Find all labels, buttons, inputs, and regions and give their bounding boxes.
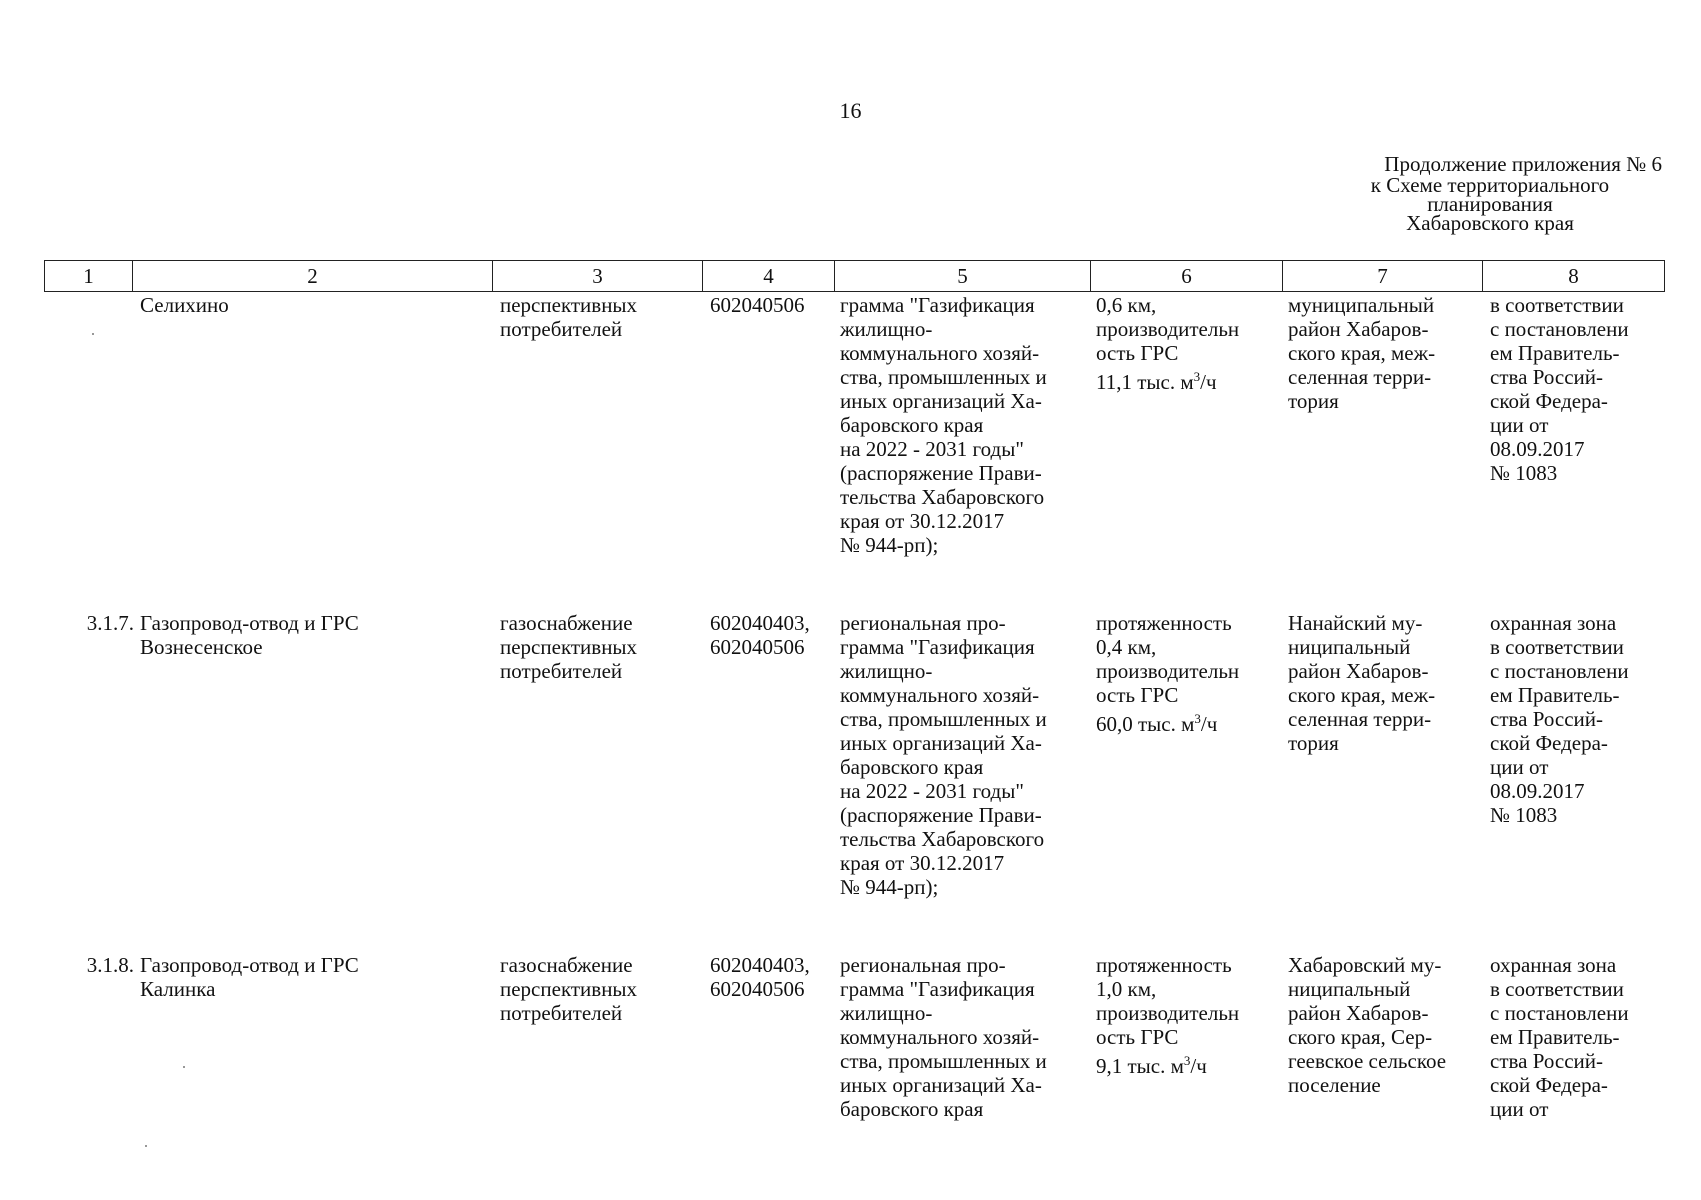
specs-superscript: 3 [1193, 369, 1201, 384]
object-name: Газопровод-отвод и ГРС Вознесенское [140, 611, 359, 659]
object-purpose: перспективных потребителей [500, 293, 638, 341]
specs-unit: /ч [1200, 370, 1217, 394]
object-specs [1096, 953, 1286, 1078]
program-reference: грамма "Газификация жилищно- коммунального хозяй- ства, промышленных и иных организаций Ха- баровского края на 2022 - 2031 годы" (распоряжение Прави- тельства Хабаровского края от 30.12.2017 № 944-рп); [840, 293, 1047, 557]
specs-unit: /ч [1190, 1054, 1207, 1078]
protection-zone: в соответствии с постановлени ем Правитель- ства Россий- ской Федера- ции от 08.09.2017 № 1083 [1490, 293, 1629, 485]
object-specs [1096, 293, 1286, 394]
column-number-4: 4 [703, 261, 835, 292]
column-number-5: 5 [835, 261, 1091, 292]
object-codes: 602040403, 602040506 [710, 953, 810, 1001]
object-codes: 602040506 [710, 293, 805, 317]
specs-superscript: 3 [1194, 711, 1201, 726]
specs-value: 9,1 тыс. м [1096, 1054, 1184, 1078]
object-name: Селихино [140, 293, 229, 317]
protection-zone: охранная зона в соответствии с постановлени ем Правитель- ства Россий- ской Федера- ции от 08.09.2017 № 1083 [1490, 611, 1629, 827]
protection-zone: охранная зона в соответствии с постановлени ем Правитель- ства Россий- ской Федера- ции от [1490, 953, 1629, 1121]
object-location: Хабаровский му- ниципальный район Хабаров- ского края, Сер- геевское сельское поселение [1288, 953, 1447, 1097]
appendix-line-3: планирования [1427, 192, 1553, 216]
object-specs [1096, 611, 1286, 736]
specs-superscript: 3 [1183, 1053, 1191, 1068]
column-number-3: 3 [493, 261, 703, 292]
row-number: 3.1.8. [86, 953, 134, 977]
specs-text: протяженность 1,0 км, производительн ость ГРС [1096, 953, 1240, 1049]
specs-value: 11,1 тыс. м [1096, 370, 1194, 394]
column-number-8: 8 [1483, 261, 1665, 292]
appendix-caption [1270, 153, 1701, 233]
appendix-line-4: Хабаровского края [1406, 211, 1574, 235]
object-location: муниципальный район Хабаров- ского края, меж- селенная терри- тория [1288, 293, 1436, 413]
table-row [44, 293, 1664, 611]
row-number: 3.1.7. [86, 611, 134, 635]
specs-value: 60,0 тыс. м [1096, 712, 1195, 736]
object-codes: 602040403, 602040506 [710, 611, 810, 659]
program-reference: региональная про- грамма "Газификация жилищно- коммунального хозяй- ства, промышленных и иных организаций Ха- баровского края на 2022 - 2031 годы" (распоряжение Прави- тельства Хабаровского края от 30.12.2017 № 944-рп); [840, 611, 1047, 899]
object-location: Нанайский му- ниципальный район Хабаров- ского края, меж- селенная терри- тория [1288, 611, 1436, 755]
table-row [44, 611, 1664, 953]
program-reference: региональная про- грамма "Газификация жилищно- коммунального хозяй- ства, промышленных и иных организаций Ха- баровского края [840, 953, 1047, 1121]
table-body [44, 293, 1664, 1173]
appendix-line-1: Продолжение приложения № 6 [1384, 152, 1662, 176]
column-number-2: 2 [133, 261, 493, 292]
scan-speck [92, 333, 94, 335]
column-number-7: 7 [1283, 261, 1483, 292]
specs-unit: /ч [1200, 712, 1218, 736]
column-number-1: 1 [45, 261, 133, 292]
page-number: 16 [839, 98, 862, 123]
object-name: Газопровод-отвод и ГРС Калинка [140, 953, 359, 1001]
column-number-header [44, 260, 1665, 292]
scan-speck [145, 1145, 147, 1147]
appendix-line-2: к Схеме территориального [1370, 173, 1610, 197]
scan-speck [183, 1066, 185, 1068]
object-purpose: газоснабжение перспективных потребителей [500, 953, 638, 1025]
object-purpose: газоснабжение перспективных потребителей [500, 611, 638, 683]
specs-text: протяженность 0,4 км, производительн ость ГРС [1096, 611, 1240, 707]
specs-text: 0,6 км, производительн ость ГРС [1096, 293, 1240, 365]
column-number-6: 6 [1091, 261, 1283, 292]
table-row [44, 953, 1664, 1173]
